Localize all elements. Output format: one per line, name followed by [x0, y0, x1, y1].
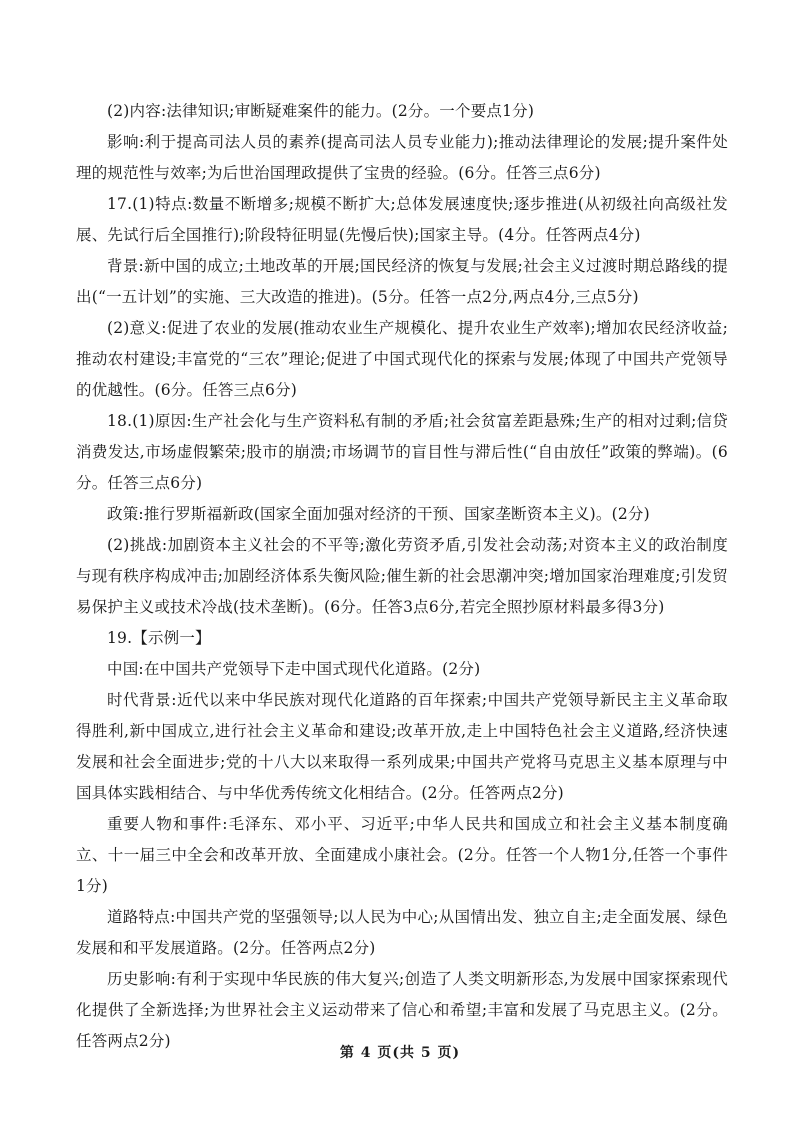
answer-paragraph: 时代背景:近代以来中华民族对现代化道路的百年探索;中国共产党领导新民主主义革命取得胜利,新中国成立,进行社会主义革命和建设;改革开放,走上中国特色社会主义道路,经济快速发展和社会全面进步;党的十八大以来取得一系列成果;中国共产党将马克思主义基本原理与中国具体实践相结合、与中华优秀传统文化相结合。(2分。任答两点2分) [76, 691, 728, 802]
question-heading: 19.【示例一】 [107, 629, 211, 647]
answer-key-body [76, 96, 728, 1057]
answer-paragraph: 中国:在中国共产党领导下走中国式现代化道路。(2分) [107, 660, 481, 678]
answer-paragraph: 政策:推行罗斯福新政(国家全面加强对经济的干预、国家垄断资本主义)。(2分) [107, 505, 650, 523]
page-number-footer: 第 4 页(共 5 页) [339, 1045, 461, 1061]
answer-paragraph: 影响:利于提高司法人员的素养(提高司法人员专业能力);推动法律理论的发展;提升案件处理的规范性与效率;为后世治国理政提供了宝贵的经验。(6分。任答三点6分) [76, 133, 728, 182]
answer-paragraph: 17.(1)特点:数量不断增多;规模不断扩大;总体发展速度快;逐步推进(从初级社向高级社发展、先试行后全国推行);阶段特征明显(先慢后快);国家主导。(4分。任答两点4分) [76, 195, 728, 244]
answer-paragraph: (2)意义:促进了农业的发展(推动农业生产规模化、提升农业生产效率);增加农民经济收益;推动农村建设;丰富党的“三农”理论;促进了中国式现代化的探索与发展;体现了中国共产党领导的优越性。(6分。任答三点6分) [76, 319, 728, 399]
answer-paragraph: 18.(1)原因:生产社会化与生产资料私有制的矛盾;社会贫富差距悬殊;生产的相对过剩;信贷消费发达,市场虚假繁荣;股市的崩溃;市场调节的盲目性与滞后性(“自由放任”政策的弊端)。(6分。任答三点6分) [76, 412, 728, 492]
answer-paragraph: 道路特点:中国共产党的坚强领导;以人民为中心;从国情出发、独立自主;走全面发展、绿色发展和和平发展道路。(2分。任答两点2分) [76, 908, 728, 957]
answer-paragraph: (2)内容:法律知识;审断疑难案件的能力。(2分。一个要点1分) [107, 102, 535, 120]
answer-paragraph: 重要人物和事件:毛泽东、邓小平、习近平;中华人民共和国成立和社会主义基本制度确立、十一届三中全会和改革开放、全面建成小康社会。(2分。任答一个人物1分,任答一个事件1分) [76, 815, 728, 895]
answer-paragraph: 历史影响:有利于实现中华民族的伟大复兴;创造了人类文明新形态,为发展中国家探索现代化提供了全新选择;为世界社会主义运动带来了信心和希望;丰富和发展了马克思主义。(2分。任答两点2分) [76, 970, 728, 1050]
answer-paragraph: 背景:新中国的成立;土地改革的开展;国民经济的恢复与发展;社会主义过渡时期总路线的提出(“一五计划”的实施、三大改造的推进)。(5分。任答一点2分,两点4分,三点5分) [76, 257, 728, 306]
answer-paragraph: (2)挑战:加剧资本主义社会的不平等;激化劳资矛盾,引发社会动荡;对资本主义的政治制度与现有秩序构成冲击;加剧经济体系失衡风险;催生新的社会思潮冲突;增加国家治理难度;引发贸易保护主义或技术冷战(技术垄断)。(6分。任答3点6分,若完全照抄原材料最多得3分) [76, 536, 728, 616]
